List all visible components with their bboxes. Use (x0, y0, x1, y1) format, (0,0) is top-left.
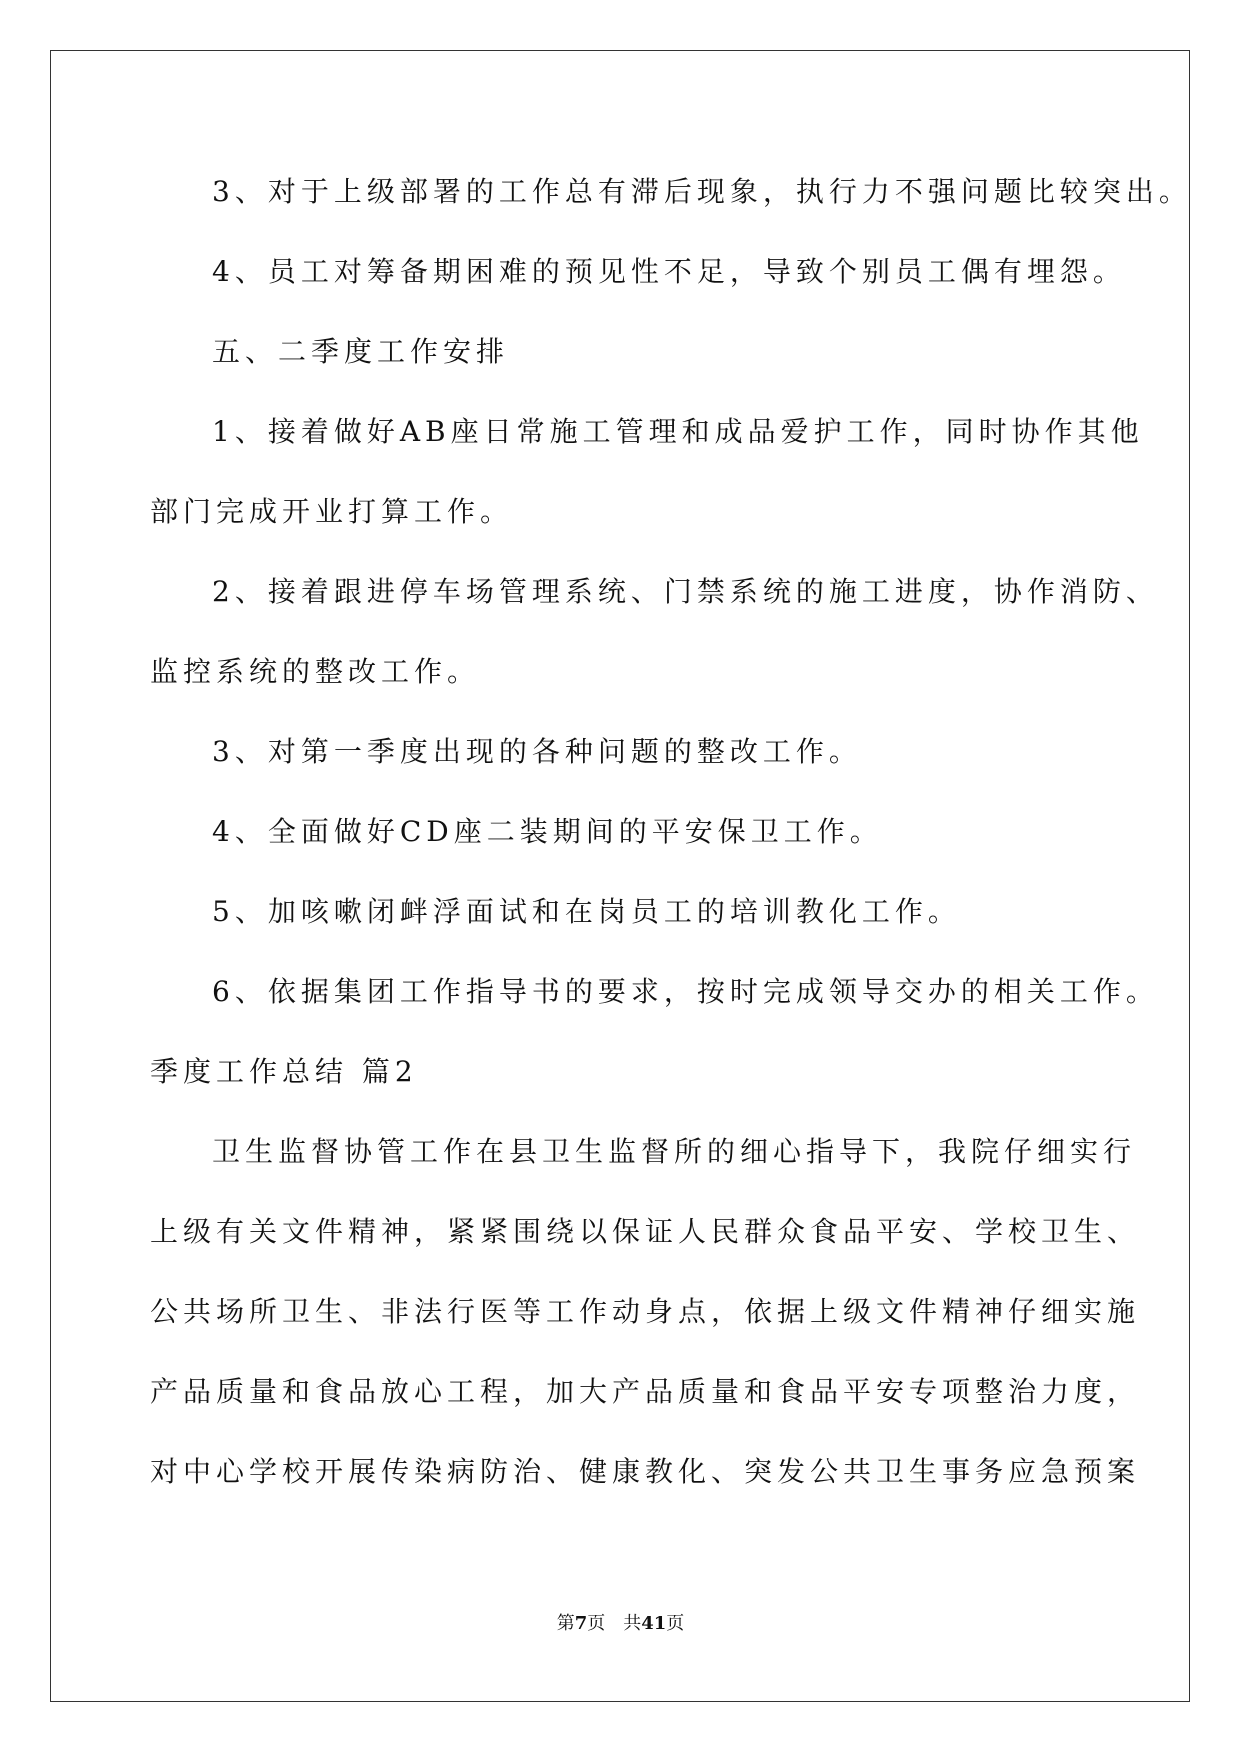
paragraph-line: 卫生监督协管工作在县卫生监督所的细心指导下，我院仔细实行 (212, 1135, 1137, 1168)
article-title: 季度工作总结 篇2 (150, 1055, 418, 1088)
paragraph-line: 3、对第一季度出现的各种问题的整改工作。 (212, 735, 862, 768)
paragraph-line: 4、员工对筹备期困难的预见性不足，导致个别员工偶有埋怨。 (212, 255, 1126, 288)
paragraph-line: 6、依据集团工作指导书的要求，按时完成领导交办的相关工作。 (212, 975, 1159, 1008)
footer-middle: 页 共 (587, 1613, 642, 1634)
paragraph-line: 公共场所卫生、非法行医等工作动身点，依据上级文件精神仔细实施 (150, 1295, 1141, 1328)
paragraph-line: 产品质量和食品放心工程，加大产品质量和食品平安专项整治力度， (150, 1375, 1141, 1408)
paragraph-line: 监控系统的整改工作。 (150, 655, 481, 688)
paragraph-line: 3、对于上级部署的工作总有滞后现象，执行力不强问题比较突出。 (212, 175, 1192, 208)
section-heading: 五、二季度工作安排 (212, 335, 510, 368)
current-page-number: 7 (574, 1613, 588, 1634)
paragraph-line: 5、加咳嗽闭衅浮面试和在岗员工的培训教化工作。 (212, 895, 961, 928)
paragraph-line: 部门完成开业打算工作。 (150, 495, 514, 528)
footer-suffix: 页 (666, 1613, 685, 1634)
page-footer (0, 1612, 1241, 1636)
paragraph-line: 1、接着做好AB座日常施工管理和成品爱护工作，同时协作其他 (212, 415, 1144, 448)
paragraph-line: 对中心学校开展传染病防治、健康教化、突发公共卫生事务应急预案 (150, 1455, 1141, 1488)
total-page-number: 41 (641, 1613, 667, 1634)
paragraph-line: 2、接着跟进停车场管理系统、门禁系统的施工进度，协作消防、 (212, 575, 1159, 608)
paragraph-line: 4、全面做好CD座二装期间的平安保卫工作。 (212, 815, 883, 848)
paragraph-line: 上级有关文件精神，紧紧围绕以保证人民群众食品平安、学校卫生、 (150, 1215, 1141, 1248)
footer-prefix: 第 (556, 1613, 575, 1634)
